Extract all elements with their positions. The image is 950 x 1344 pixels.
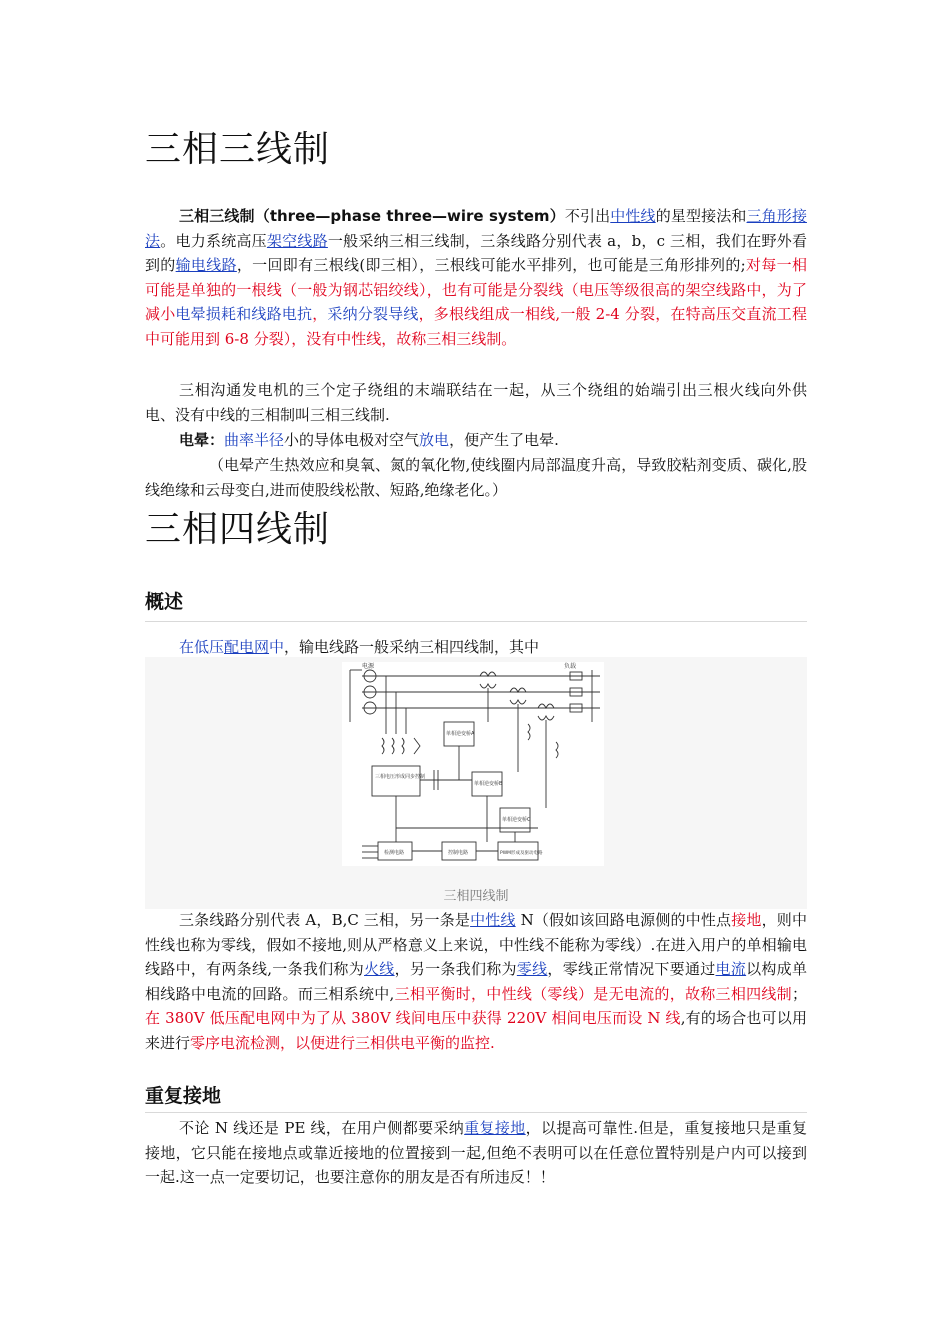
coupling-transformer-b2 <box>510 700 526 704</box>
link-repeat-grounding[interactable]: 重复接地 <box>464 1119 526 1137</box>
highlight-red: 在 380V 低压配电网中为了从 380V 线间电压中获得 220V 相间电压而设 N 线 <box>145 1009 681 1028</box>
text: N（假如该回路电源侧的中性点 <box>515 911 732 929</box>
text: ,有的场合也可以用来进行 <box>145 1009 807 1052</box>
inductor-a <box>382 738 384 754</box>
link-current[interactable]: 电流 <box>715 960 747 979</box>
block-label: 检测电路 <box>384 850 405 856</box>
text: ，一回即有三根线(即三相），三根线可能水平排列，也可能是三角形排列的; <box>236 256 746 275</box>
coupling-transformer-c <box>538 704 554 708</box>
block-label: 单相逆变桥B <box>474 781 503 787</box>
link-neutral-line[interactable]: 中性线 <box>470 911 516 929</box>
block-label: 控制电路 <box>448 850 469 856</box>
circuit-diagram-image <box>342 662 604 866</box>
text: 一般采纳三相三线制，三条线路分别代表 a，b，c 三相，我们在野外看到的 <box>145 231 807 275</box>
paragraph-corona <box>145 428 807 453</box>
link-live-wire[interactable]: 火线 <box>364 960 395 979</box>
text: ； <box>791 984 807 1003</box>
highlight-red: ，多根线组成一相线,一般 2-4 分裂，在特高压交直流工程中可能用到 6-8 分裂），没有中性线，故称三相三线制。 <box>145 305 807 348</box>
text: 的星型接法和 <box>655 207 747 225</box>
circuit-diagram <box>342 662 604 866</box>
highlight-red: ， <box>312 305 328 324</box>
corona-label: 电晕： <box>179 431 225 449</box>
link-zero-wire[interactable]: 零线 <box>516 960 548 979</box>
text: 小的导体电极对空气 <box>284 431 420 449</box>
block-three-phase-sync <box>372 766 420 796</box>
highlight-red: 接地 <box>731 911 762 929</box>
heading-rule <box>145 1112 807 1113</box>
block-label: PWM形成及驱动电路 <box>500 851 543 856</box>
text: 。电力系统高压 <box>160 231 267 250</box>
filter-inductor <box>528 724 530 740</box>
text: ，以提高可靠性.但是，重复接地只是重复接地，它只能在接地点或靠近接地的位置接到一起,但绝不表明可以在任意位置特别是户内可以接到一起.这一点一定要切记，也要注意你的朋友是否有所违反！！ <box>145 1119 807 1187</box>
link-distribution-grid[interactable]: 配电网 <box>224 638 270 656</box>
text: ，输电线路一般采纳三相四线制，其中 <box>284 638 540 656</box>
highlight-blue: 曲率半径 <box>224 431 285 449</box>
coupling-transformer-a <box>480 672 496 676</box>
paragraph-definition <box>145 204 807 352</box>
label-load: 负载 <box>564 663 577 670</box>
highlight-blue: 采纳分裂导线 <box>327 305 419 324</box>
highlight-red: 对每一相可能是单独的一根线（一般为钢芯铝绞线），也有可能是分裂线（电压等级很高的架空线路中，为了减小 <box>145 256 807 324</box>
block-label: 单相逆变桥C <box>502 817 531 823</box>
link-overhead-line[interactable]: 架空线路 <box>266 231 328 250</box>
text: 以构成单相线路中电流的回路。而三相系统中, <box>145 960 807 1003</box>
paragraph-four-wire <box>145 908 807 1056</box>
label-source: 电源 <box>362 663 375 670</box>
text: ，另一条我们称为 <box>394 960 517 979</box>
heading-rule <box>145 621 807 622</box>
section-title-three-phase-four-wire: 三相四线制 <box>145 509 331 550</box>
coupling-transformer-b <box>510 688 526 692</box>
highlight-red: 零序电流检测，以便进行三相供电平衡的监控. <box>190 1033 495 1052</box>
section-title-three-phase-three-wire: 三相三线制 <box>145 129 331 170</box>
heading-overview: 概述 <box>145 591 184 613</box>
block-label: 三相电压形成同步控制 <box>375 774 426 780</box>
highlight-blue: 放电 <box>419 431 450 449</box>
coupling-transformer-c2 <box>538 716 554 720</box>
highlight-blue: 在低压 <box>179 638 225 656</box>
text: ，便产生了电晕. <box>449 431 559 449</box>
text: 不论 N 线还是 PE 线，在用户侧都要采纳 <box>179 1119 465 1137</box>
paragraph-repeat-grounding <box>145 1116 807 1190</box>
highlight-red: 三相平衡时，中性线（零线）是无电流的，故称三相四线制 <box>394 984 792 1003</box>
heading-repeat-grounding: 重复接地 <box>145 1085 222 1107</box>
text: 不引出 <box>564 207 611 225</box>
link-transmission-line[interactable]: 输电线路 <box>175 256 237 275</box>
term-bold: 三相三线制（three—phase three—wire system） <box>179 207 565 225</box>
filter-inductor <box>556 742 558 758</box>
paragraph-generator: 三相沟通发电机的三个定子绕组的末端联结在一起，从三个绕组的始端引出三根火线向外供电、没有中线的三相制叫三相三线制. <box>145 381 807 424</box>
text: ，零线正常情况下要通过 <box>547 960 716 979</box>
figure-caption: 三相四线制 <box>443 889 509 904</box>
inductor-b <box>392 738 394 754</box>
block-label: 单相逆变桥A <box>446 731 475 737</box>
capacitor-bank <box>414 738 420 754</box>
link-delta-connection[interactable]: 三角形接法 <box>145 207 807 250</box>
inductor-c <box>402 738 404 754</box>
highlight-blue: 中 <box>269 638 285 656</box>
paragraph-intro <box>145 635 807 660</box>
highlight-blue: 电晕损耗和线路电抗 <box>175 305 313 324</box>
figure-container <box>145 657 807 909</box>
coupling-transformer-a2 <box>480 684 496 688</box>
text: ，则中性线也称为零线，假如不接地,则从严格意义上来说，中性线不能称为零线）.在进入用户的单相输电线路中，有两条线,一条我们称为 <box>145 911 807 979</box>
text: 三条线路分别代表 A，B,C 三相，另一条是 <box>179 911 471 929</box>
paragraph-corona-note: （电晕产生热效应和臭氧、氮的氧化物,使线圈内局部温度升高，导致胶粘剂变质、碳化,股线绝缘和云母变白,进而使股线松散、短路,绝缘老化。） <box>145 456 807 499</box>
link-neutral-line[interactable]: 中性线 <box>610 207 656 225</box>
